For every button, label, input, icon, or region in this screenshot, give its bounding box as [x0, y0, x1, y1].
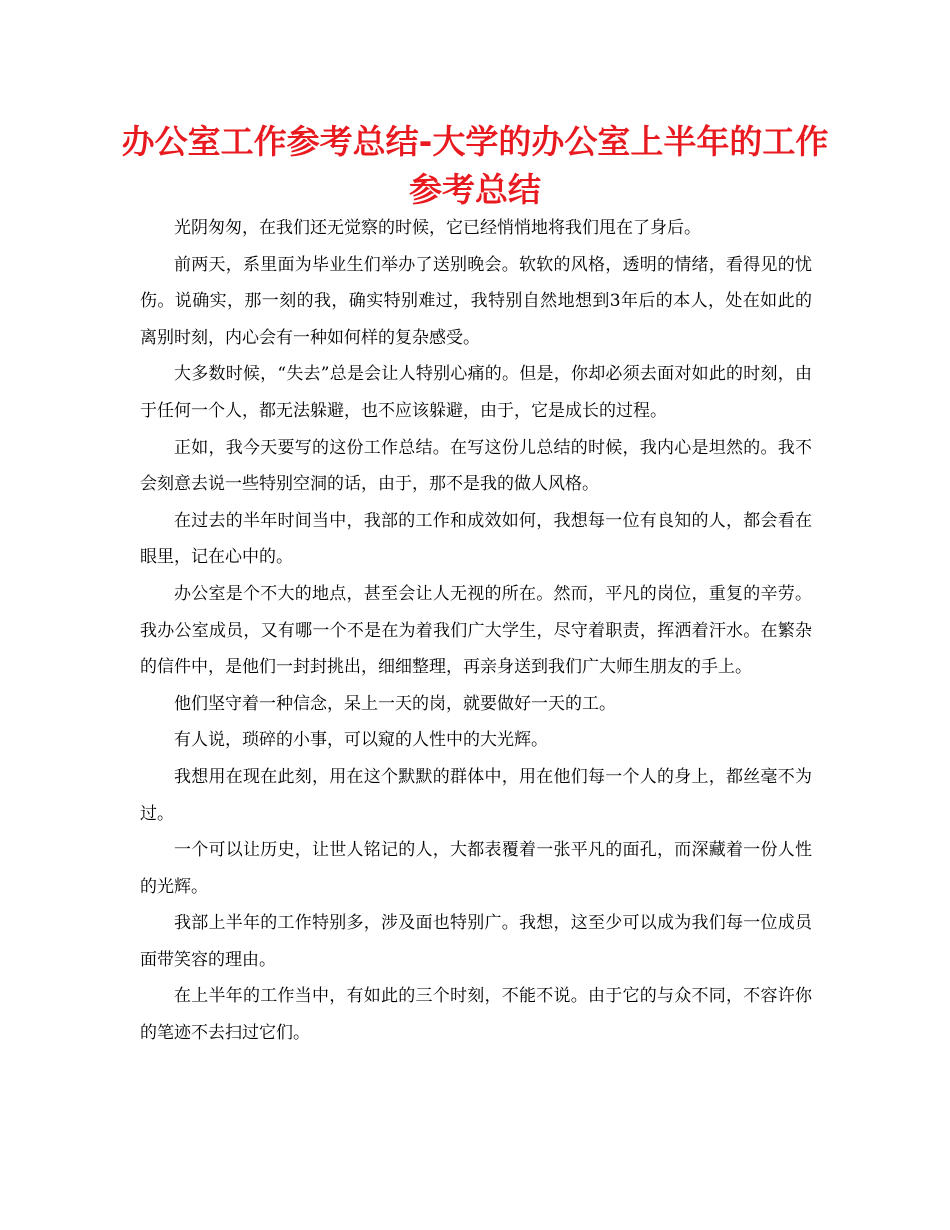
paragraph: 在过去的半年时间当中，我部的工作和成效如何，我想每一位有良知的人，都会看在眼里，记在心中的。 [140, 510, 812, 568]
paragraph: 我想用在现在此刻，用在这个默默的群体中，用在他们每一个人的身上，都丝毫不为过。 [140, 766, 812, 824]
paragraph: 办公室是个不大的地点，甚至会让人无视的所在。然而，平凡的岗位，重复的辛劳。我办公室成员，又有哪一个不是在为着我们广大学生，尽守着职责，挥洒着汗水。在繁杂的信件中，是他们一封封挑出，细细整理，再亲身送到我们广大师生朋友的手上。 [140, 583, 812, 678]
paragraph: 他们坚守着一种信念，呆上一天的岗，就要做好一天的工。 [174, 693, 616, 714]
paragraph: 前两天，系里面为毕业生们举办了送别晚会。软软的风格，透明的情绪，看得见的忧伤。说确实，那一刻的我，确实特别难过，我特别自然地想到3年后的本人，处在如此的离别时刻，内心会有一种如何样的复杂感受。 [140, 254, 812, 348]
paragraph: 有人说，琐碎的小事，可以窥的人性中的大光辉。 [174, 730, 548, 751]
paragraph: 大多数时候，“失去”总是会让人特别心痛的。但是，你却必须去面对如此的时刻，由于任何一个人，都无法躲避，也不应该躲避，由于，它是成长的过程。 [140, 364, 812, 421]
paragraph: 我部上半年的工作特别多，涉及面也特别广。我想，这至少可以成为我们每一位成员面带笑容的理由。 [140, 913, 812, 970]
paragraph: 正如，我今天要写的这份工作总结。在写这份儿总结的时候，我内心是坦然的。我不会刻意去说一些特别空洞的话，由于，那不是我的做人风格。 [140, 437, 812, 495]
paragraph: 一个可以让历史，让世人铭记的人，大都表覆着一张平凡的面孔，而深藏着一份人性的光辉。 [140, 840, 812, 897]
paragraph: 光阴匆匆，在我们还无觉察的时候，它已经悄悄地将我们甩在了身后。 [174, 218, 701, 238]
document-body [140, 210, 812, 1052]
document-title: 办公室工作参考总结-大学的办公室上半年的工作参考总结 [121, 122, 829, 209]
paragraph: 在上半年的工作当中，有如此的三个时刻，不能不说。由于它的与众不同，不容许你的笔迹不去扫过它们。 [140, 986, 812, 1044]
